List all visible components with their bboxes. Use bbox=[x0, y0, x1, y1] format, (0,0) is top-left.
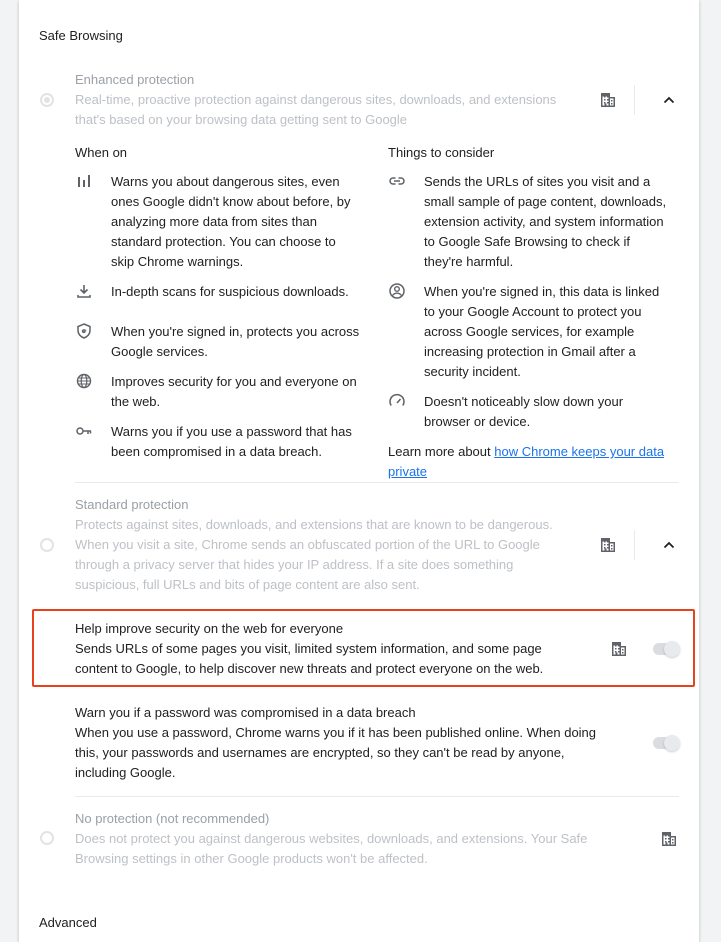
managed-policy-icon bbox=[599, 536, 617, 554]
chevron-up-icon[interactable] bbox=[661, 537, 677, 553]
managed-policy-icon bbox=[660, 830, 678, 848]
account-circle-icon bbox=[388, 282, 406, 300]
when-on-item: Warns you if you use a password that has been compromised in a data breach. bbox=[75, 422, 375, 462]
divider bbox=[75, 796, 679, 797]
consider-item: Doesn't noticeably slow down your browser or device. bbox=[388, 392, 688, 432]
divider bbox=[75, 482, 679, 483]
settings-card bbox=[19, 0, 699, 942]
help-improve-option: Help improve security on the web for everyone Sends URLs of some pages you visit, limited system information, and some page content to Google, to help discover new threats and protect everyone on the web. bbox=[75, 619, 595, 679]
speed-icon bbox=[388, 392, 406, 410]
vertical-divider bbox=[634, 85, 635, 115]
no-protection-option[interactable]: No protection (not recommended) Does not protect you against dangerous websites, downloads, and extensions. Your Safe Browsing settings in other Google products won't be affected. bbox=[75, 809, 635, 869]
vertical-divider bbox=[634, 530, 635, 560]
help-improve-title: Help improve security on the web for everyone bbox=[75, 621, 344, 636]
bar-chart-icon bbox=[75, 172, 93, 190]
section-title: Safe Browsing bbox=[39, 28, 123, 43]
managed-policy-icon bbox=[599, 91, 617, 109]
enhanced-desc-1: Real-time, proactive protection against dangerous sites, downloads, and extensions bbox=[75, 92, 557, 107]
when-on-item: Improves security for you and everyone on the web. bbox=[75, 372, 375, 412]
enhanced-title: Enhanced protection bbox=[75, 72, 195, 87]
when-on-item bbox=[75, 172, 375, 272]
when-on-heading: When on bbox=[75, 145, 128, 160]
consider-heading: Things to consider bbox=[388, 145, 495, 160]
chevron-up-icon[interactable] bbox=[661, 92, 677, 108]
consider-item: When you're signed in, this data is linked to your Google Account to protect you across Google services, for example increasing protection in Gmail after a security incident. bbox=[388, 282, 688, 382]
learn-more: Learn more about how Chrome keeps your data private bbox=[388, 444, 665, 479]
enhanced-option[interactable] bbox=[75, 70, 615, 130]
globe-icon bbox=[75, 372, 93, 390]
enhanced-radio[interactable] bbox=[40, 93, 54, 107]
learn-more-link[interactable]: how Chrome keeps your data private bbox=[388, 444, 665, 479]
no-protection-radio[interactable] bbox=[40, 831, 54, 845]
when-on-text: Warns you about dangerous sites, even ones Google didn't know about before, by analyzing more data from sites than standard protection. You can choose to skip Chrome warnings. bbox=[111, 174, 351, 269]
password-warn-toggle[interactable] bbox=[653, 737, 679, 749]
link-icon bbox=[388, 172, 406, 190]
password-warn-title: Warn you if a password was compromised in a data breach bbox=[75, 705, 416, 720]
password-warn-option: Warn you if a password was compromised in a data breach When you use a password, Chrome warns you if it has been published online. When doing this, your passwords and usernames are encrypted, so they can't be read by anyone, including Google. bbox=[75, 703, 635, 783]
google-shield-icon bbox=[75, 322, 93, 340]
highlight-box bbox=[32, 609, 695, 687]
standard-radio[interactable] bbox=[40, 538, 54, 552]
standard-option[interactable]: Standard protection Protects against sites, downloads, and extensions that are known to be dangerous. When you visit a site, Chrome sends an obfuscated portion of the URL to Google through a privacy server that hides your IP address. If a site does something suspicious, full URLs and bits of page content are also sent. bbox=[75, 495, 595, 595]
standard-title: Standard protection bbox=[75, 497, 189, 512]
key-icon bbox=[75, 422, 93, 440]
download-icon bbox=[75, 282, 93, 300]
when-on-item: When you're signed in, protects you across Google services. bbox=[75, 322, 375, 362]
advanced-title: Advanced bbox=[39, 915, 97, 930]
enhanced-desc-2: that's based on your browsing data getting sent to Google bbox=[75, 112, 408, 127]
when-on-item: In-depth scans for suspicious downloads. bbox=[75, 282, 375, 302]
consider-item: Sends the URLs of sites you visit and a small sample of page content, downloads, extension activity, and system information to Google Safe Browsing to check if they're harmful. bbox=[388, 172, 688, 272]
no-protection-title: No protection (not recommended) bbox=[75, 811, 270, 826]
